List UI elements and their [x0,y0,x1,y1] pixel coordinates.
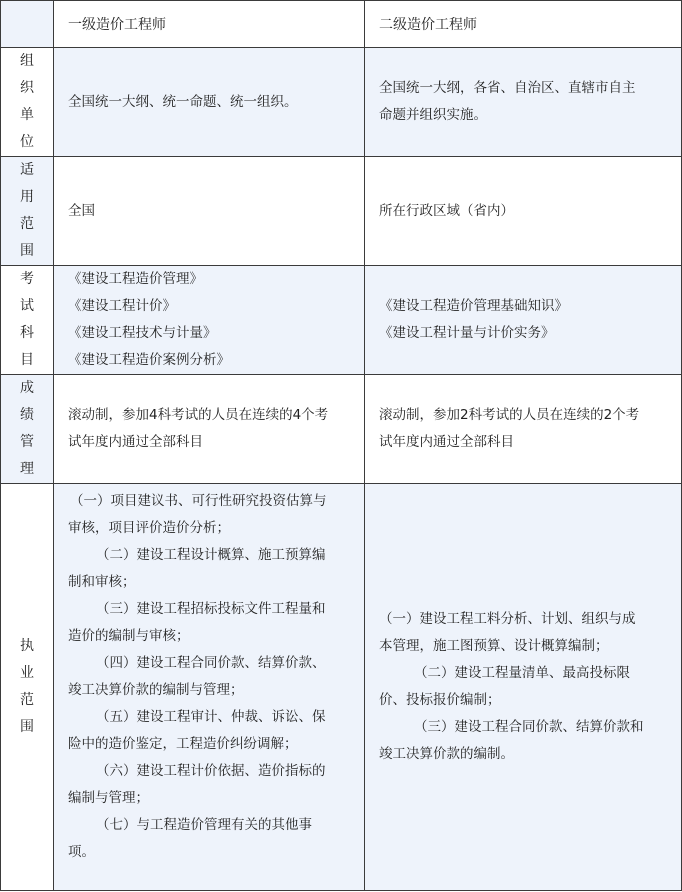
cell-line: 审核，项目评价造价分析； [68,520,230,536]
row-label-organizer [1,48,53,156]
row-organizer-level1 [54,48,364,156]
cell-line: （三）建设工程合同价款、结算价款和 [414,719,644,735]
row-divider [0,483,682,484]
cell-line: 全国统一大纲，各省、自治区、直辖市自主 [379,80,636,96]
cell-line: （六）建设工程计价依据、造价指标的 [96,763,326,779]
row-label-scope [1,157,53,265]
row-scope-level2 [365,157,681,265]
cell-line: （七）与工程造价管理有关的其他事 [96,817,312,833]
row-label-text: 执业范围 [20,638,34,735]
header-level1-cell [54,1,364,47]
row-scope-level1 [54,157,364,265]
row-label-text: 成绩管理 [20,380,34,477]
cell-line: （四）建设工程合同价款、结算价款、 [96,655,326,671]
cell-line: 全国 [68,202,95,219]
cell-line: 试年度内通过全部科目 [379,434,514,450]
cell-line: （一）建设工程工料分析、计划、组织与成 [379,611,636,627]
cell-line: 命题并组织实施。 [379,107,487,123]
row-divider [0,47,682,48]
row-subjects-level1 [54,266,364,374]
row-label-scores [1,375,53,483]
table-border [0,0,1,891]
header-corner-cell [1,1,53,47]
header-level2-cell [365,1,681,47]
cell-line: （二）建设工程设计概算、施工预算编 [96,547,326,563]
table-border [0,890,682,891]
row-practice-level2 [365,484,681,890]
cell-line: 《建设工程造价管理基础知识》 [379,298,568,314]
cell-line: 滚动制，参加2科考试的人员在连续的2个考 [379,407,640,423]
cell-line: 全国统一大纲、统一命题、统一组织。 [68,93,298,110]
header-level2-title: 二级造价工程师 [379,17,477,33]
row-label-text: 考试科目 [20,271,34,368]
cell-line: （一）项目建议书、可行性研究投资估算与 [70,493,327,509]
cell-line: 险中的造价鉴定，工程造价纠纷调解； [68,736,298,752]
cell-line: 《建设工程造价案例分析》 [68,352,230,368]
table-border [0,0,682,1]
cell-line: 所在行政区域（省内） [379,202,514,219]
row-divider [0,265,682,266]
cell-line: 竣工决算价款的编制与管理； [68,682,244,698]
row-scores-level2 [365,375,681,483]
row-organizer-level2 [365,48,681,156]
cell-line: 价、投标报价编制； [379,692,501,708]
row-label-text: 适用范围 [20,162,34,259]
cell-line: 制和审核； [68,574,136,590]
cell-line: 《建设工程技术与计量》 [68,325,217,341]
cell-line: 《建设工程计价》 [68,298,176,314]
cell-line: 项。 [68,844,95,860]
row-subjects-level2 [365,266,681,374]
cell-line: 《建设工程造价管理》 [68,271,203,287]
cell-line: （五）建设工程审计、仲裁、诉讼、保 [96,709,326,725]
cell-line: 竣工决算价款的编制。 [379,746,514,762]
cell-line: 编制与管理； [68,790,149,806]
cell-line: （三）建设工程招标投标文件工程量和 [96,601,326,617]
column-divider [53,0,54,891]
cell-line: （二）建设工程量清单、最高投标限 [414,665,630,681]
row-label-practice [1,484,53,890]
cell-line: 试年度内通过全部科目 [68,434,203,450]
column-divider [364,0,365,891]
row-divider [0,374,682,375]
cell-line: 造价的编制与审核； [68,628,190,644]
row-practice-level1 [54,484,364,890]
row-divider [0,156,682,157]
header-level1-title: 一级造价工程师 [68,17,166,33]
row-scores-level1 [54,375,364,483]
cell-line: 本管理，施工图预算、设计概算编制； [379,638,609,654]
cell-line: 滚动制，参加4科考试的人员在连续的4个考 [68,407,329,423]
cell-line: 《建设工程计量与计价实务》 [379,325,555,341]
row-label-text: 组织单位 [20,53,34,150]
row-label-subjects [1,266,53,374]
